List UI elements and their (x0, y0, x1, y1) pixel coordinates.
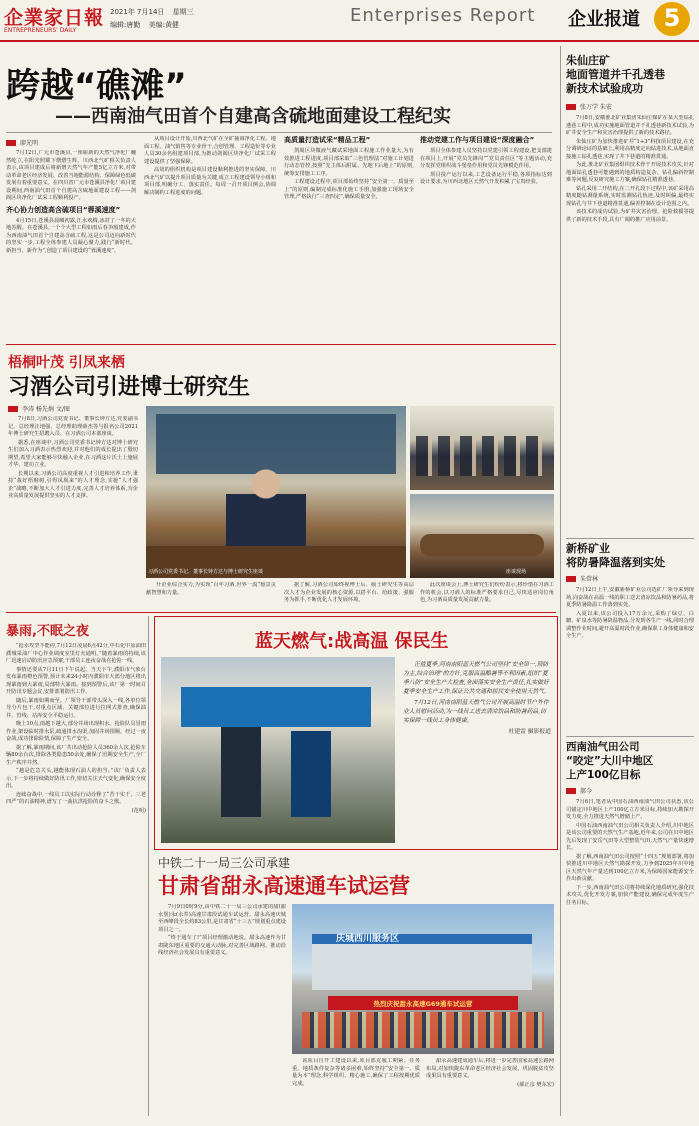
boshi-caption-2: 座谈现场 (506, 569, 527, 575)
pipeline-byline-text: 张万学 朱宏 (580, 104, 612, 111)
storm-p4: 晚上10点,雨越下越大,部分井场出现积水。抢险队员冒雨作业,架设临时排水泵,疏通排水沟渠,加固井场围堰。经过一夜奋战,成功排除险情,保障了生产安全。 (6, 721, 146, 742)
gas-title: 蓝天燃气:战高温 保民生 (255, 631, 449, 652)
lead-col-1 (6, 150, 136, 340)
boshi-photo-meeting (410, 494, 554, 578)
boshi-byline-text: 李涛 杨先炯 文/图 (22, 406, 70, 413)
newmine-body (566, 587, 694, 712)
pipeline-p2: 朱仙庄矿为加快推进矿井“1+3”科技项目建设,在充分调研论证的基础上,利用高精度定向钻进技术,从地面直接施工钻孔透巷,实现了井下巷道的精准贯通。 (566, 138, 694, 160)
right-column-divider (560, 46, 561, 1116)
newmine-p2: 入夏以来,该公司投入17万余元,采购了绿豆、白糖、矿泉水等防暑降温物品,分发到各生产一线,同时合理调整作业时间,避开高温时段作业,确保职工身体健康和安全生产。 (566, 610, 694, 639)
newmine-byline (566, 574, 694, 583)
highway-p4: 甜永高速建成通车后,将进一步完善国家高速公路网布局,对加快陇东革命老区经济社会发展、巩固脱贫攻坚成果具有重要意义。 (426, 1058, 554, 1079)
photo-crowd (302, 1012, 544, 1048)
page-number: 5 (663, 4, 681, 32)
storm-body (6, 643, 146, 1113)
photo-table (420, 534, 544, 556)
designer-text: 美编:黄健 (148, 21, 179, 29)
newmine-byline-text: 朱常林 (580, 576, 599, 583)
boshi-p2: 据悉,在座谈中,习酒公司党委书记钟方达对博士研究生们加入习酒表示热烈欢迎,并对他们的成长提出了殷切期望,希望大家能够尽快融入企业,在习酒这片沃土上施展才华、建功立业。 (8, 439, 138, 468)
lead-p7: 项目全体参建人员坚持以党建引领工程建设,把支部建在项目上,开展“党员先锋岗”“党员责任区”等主题活动,充分发挥党组织战斗堡垒作用和党员先锋模范作用。 (420, 148, 552, 169)
highway-col-3 (426, 1058, 554, 1118)
storm-byline: (范明) (131, 807, 146, 814)
lead-title: 跨越“礁滩” (6, 66, 187, 106)
southwest-byline (566, 786, 694, 795)
southwest-body (566, 799, 694, 1117)
masthead-logo: 企業家日報 (4, 7, 105, 29)
gas-story (154, 616, 558, 850)
date-text: 2021年 7月14日 (110, 8, 165, 16)
southwest-p1: 7月6日,笔者从中国石油西南油气田公司获悉,该公司锚定川中地区上产100亿立方米目标,持续加大勘探开发力度,全力推进天然气增储上产。 (566, 799, 694, 820)
masthead-editors (110, 20, 179, 30)
highway-photo (292, 904, 554, 1054)
gas-photo (161, 657, 395, 843)
highway-kicker: 中铁二十一局三公司承建 (158, 856, 291, 870)
byline-marker (6, 140, 16, 146)
lead-subhead-a: 齐心协力创造高含硫项目“蓉溪速度” (6, 205, 121, 214)
storm-title: 暴雨,不眠之夜 (6, 624, 89, 639)
lead-subhead-c: 推动党建工作与项目建设“深度融合” (420, 136, 535, 144)
boshi-col-1 (8, 416, 138, 606)
pipeline-p3: 为此,淮北矿业集团组织技术骨干开展技术攻关,针对地面钻孔透巷可能遇到的地质构造复杂、钻孔偏斜控制难等问题,反复研究施工方案,确保钻孔精准透巷。 (566, 162, 694, 183)
pipeline-story (566, 48, 694, 536)
boshi-byline (8, 404, 70, 413)
highway-col-2 (292, 1058, 420, 1118)
byline-marker (8, 406, 18, 412)
lead-subtitle: ——西南油气田首个自建高含硫地面建设工程纪实 (55, 106, 451, 127)
lead-story (0, 44, 555, 342)
storm-p2: 事情还要从7月11日下午说起。当天下午,濮阳市气象台发布暴雨橙色预警,预计未来24小时内濮阳市大部分地区将出现暴雨到大暴雨,局部特大暴雨。接到预警后,该厂第一时间召开防汛专题会议,安排部署防汛工作。 (6, 666, 146, 695)
southwest-byline-text: 郝今 (580, 788, 593, 795)
newmine-p1: 7月12日上午,安徽新桥矿业公司选矿厂领导来到现场,向奋战在高温一线的职工送去清凉饮品和防暑药品,将夏季防暑降温工作落到实处。 (566, 587, 694, 608)
weekday-text: 星期三 (172, 8, 194, 16)
gas-p2: 7月12日,河南南阳蓝天燃气公司开展高温时节户外作业人员慰问活动,为一线员工送去清凉饮品和防暑药品,切实保障一线员工身体健康。 (403, 700, 549, 724)
photo-worker-2 (291, 731, 331, 817)
boshi-col-3 (284, 582, 414, 608)
boshi-top-rule (6, 344, 556, 345)
highway-story (154, 852, 556, 1120)
byline-marker (566, 104, 576, 110)
highway-banner: 热烈庆祝甜永高速G69通车试运营 (373, 1000, 473, 1008)
lead-p3: 从项目设计开始,川西北气矿在全矿抽调净化工程、地面工程、油气销售等专业骨干,合创管理、工程造价等专业人员30余名组建项目部,为推动剑阁区块净化厂试采工程建设提供了坚强保障。 (144, 136, 276, 165)
highway-sign: 庆城西川服务区 (336, 934, 400, 944)
lead-subhead-b: 高质量打造试采“精品工程” (284, 136, 371, 144)
highway-p3: 该项目自开工建设以来,项目部克服工期紧、任务重、地质条件复杂等诸多困难,始终坚持“安全第一、质量为本”理念,科学组织、精心施工,确保了工程按期优质完成。 (292, 1058, 420, 1087)
gas-byline: 杜建雷 摄影报道 (508, 729, 551, 735)
lead-p1: 7月12日,广元市苍溪县,一座崭新的天然气净化厂巍然屹立,在阳光照耀下熠熠生辉。川西北气矿相关负责人表示,该项目建成后将新增天然气年产能5亿立方米,对带动革命老区经济发展、改善当地能源结构、保障绿色低碳发展有着重要意义。在四川省广元市苍溪县净化厂项目建设期间,西南油气田首个自建高含硫地面建设工程——剑阁区块净化厂试采工程顺利投产。 (6, 150, 136, 201)
pipeline-byline (566, 102, 694, 111)
boshi-col-2 (146, 582, 276, 608)
newmine-title: 新桥矿业 将防暑降温落到实处 (566, 542, 665, 569)
southwest-top-rule (566, 736, 694, 737)
southwest-p3: 据了解,西南油气田公司按照“十四五”规划部署,将加快推进川中地区天然气勘探开发,力争到2025年川中地区天然气年产量达到100亿立方米,为保障国家能源安全作出新贡献。 (566, 853, 694, 882)
highway-p1: 7月9日0时9分,由中铁二十一局三公司承建的甜(甜水堡)永(永寿)高速甘肃段试通车试运营。甜永高速庆城至西峰段全长约83公里,是甘肃省“十三五”规划重点建设项目之一。 (158, 904, 286, 933)
lead-p2: 4月15日,苍溪县晨曦初露,江水欢腾,冰封了一冬的大地苏醒。在苍溪县,一个个大型工程如雨后春笋般建成,作为西南油气田首个自建高含硫工程,这是公司迈向新时代的坚实一步,工程全体参建人员凝心聚力,践行“新时代、新担当、新作为”,创造了项目建设的“蓉溪速度”。 (6, 217, 136, 254)
newmine-top-rule (566, 538, 694, 539)
lead-col-2 (144, 136, 276, 340)
lead-title-rule (6, 132, 552, 133)
gas-p1: 正值夏季,河南南阳蓝天燃气公司坚持“安全第一,预防为主,综合治理”的方针,克服高温酷暑等不利因素,组织“夏季八防”安全生产大检查,全面落实安全生产责任,扎实做好夏季安全生产工作,保证公共交通和居民安全使用天然气。 (403, 662, 550, 695)
photo-tent (181, 687, 371, 727)
masthead-date (110, 7, 194, 17)
photo-people-row (416, 436, 548, 476)
lead-byline (6, 138, 38, 147)
highway-col-1 (158, 904, 286, 1118)
pipeline-title: 朱仙庄矿 地面管道并千孔透巷 新技术试验成功 (566, 54, 665, 95)
pipeline-p1: 7月8日,安徽淮北矿业集团朱仙庄煤矿在某大型钻孔透巷工程中,成功实施地面管道并千孔透巷新技术试验,为矿井安全生产和灾害治理提供了新的技术路径。 (566, 115, 694, 136)
boshi-title: 习酒公司引进博士研究生 (8, 375, 251, 400)
boshi-p5: 据了解,习酒公司始终视博士后、硕士研究生等高层次人才为企业发展的核心资源,以搭平台、给政策、强服务为抓手,不断优化人才发展环境。 (284, 582, 414, 603)
editor-text: 编辑:唐勤 (110, 21, 141, 29)
southwest-p2: 中国石油西南油气田公司相关负责人介绍,川中地区是该公司重要的天然气生产基地,近年来,公司在川中地区先后发现了安岳气田等大型整装气田,天然气产量快速增长。 (566, 822, 694, 851)
byline-marker (566, 576, 576, 582)
storm-p7: 连续奋战中,一线员工以实际行动诠释了“苦干实干、三老四严”的石油精神,谱写了一曲抗洪抢险的奋斗之歌。 (6, 791, 146, 805)
storm-p3: 随后,暴雨如期而至。厂领导干部带头深入一线,各单位领导分片包干,对重点区域、关键部位进行拉网式排查,确保油井、管线、站库安全平稳运行。 (6, 697, 146, 719)
pipeline-body (566, 115, 694, 525)
lead-p5: 剑阁区块微液气藏试采地面工程施工作业量大,为有效推进工程进度,项目部采取“三色管理法”对施工计划进行动态管控,按照“先主体后附属、先地下后地上”的原则,统筹安排施工工序。 (284, 148, 414, 177)
boshi-photo-group (410, 406, 554, 490)
storm-p6: “越是危急关头,越能体现石油人的担当。”该厂负责人表示,下一步将持续做好防汛工作,密切关注天气变化,确保安全度汛。 (6, 768, 146, 789)
newmine-story (566, 542, 694, 732)
boshi-p1: 7月8日,习酒公司党委书记、董事长钟方达,党委副书记、总经理汪地强、总经理助理薛杰等与报名公司2021年博士研究生招聘入员、在习酒公司本部座谈。 (8, 416, 138, 437)
southwest-story (566, 740, 694, 1120)
section-en: Enterprises Report (350, 5, 536, 26)
highway-byline: (郝正彦 樊东宏) (517, 1081, 554, 1088)
gas-body (403, 661, 551, 845)
boshi-story (6, 346, 556, 608)
boshi-p6: 此次座谈会上,博士研究生们纷纷表示,将珍惜在习酒工作的机会,以习酒人的标准严格要求自己,尽快适应岗位角色,为习酒高质量发展贡献力量。 (420, 582, 554, 603)
pipeline-p4: 钻孔采用二开结构,在二开孔段下过程中,该矿采用高精度随钻测量系统,实时监测钻孔轨迹,及时纠偏,最终实现钻孔与井下巷道精准贯通,偏差控制在设计范围之内。 (566, 185, 694, 207)
highway-p2: “终于通车了!”项目经理激动地说。甜永高速作为甘肃陇东地区重要的交通大动脉,对完善区域路网、推动沿线经济社会发展具有重要意义。 (158, 935, 286, 956)
section-cn: 企业报道 (568, 9, 640, 30)
southwest-title: 西南油气田公司 “咬定”大川中地区 上产100亿目标 (566, 741, 654, 781)
lead-p6: 工程建设过程中,项目部始终坚持“安全第一、质量至上”的原则,编制完成标准化施工手册,加强施工现场安全管理,严格执行“三查四定”,确保质量安全。 (284, 179, 414, 200)
masthead-logo-en: ENTREPRENEURS' DAILY (4, 27, 77, 34)
pipeline-p5: 该技术的成功试验,为矿井灾害治理、抢险救援等提供了新的技术手段,具有广阔的推广应用前景。 (566, 209, 694, 223)
storm-top-rule (6, 612, 556, 613)
storm-p5: 据了解,暴雨期间,该厂共出动抢险人员360余人次,抢险车辆80余台次,排除各类隐患50余处,确保了汛期安全生产,全厂生产秩序井然。 (6, 744, 146, 766)
boshi-caption-1: 习酒公司党委书记、董事长钟方达与博士研究生座谈 (148, 569, 264, 575)
boshi-kicker: 梧桐叶茂 引凤来栖 (8, 355, 125, 371)
boshi-photo-main (146, 406, 406, 578)
lead-col-4 (420, 136, 552, 340)
lead-p4: 高效的组织机构是项目建设顺利推进的坚实保障。川西北气矿以提升项目质量为关键,成立工程建设领导小组和项目部,明确分工、落实责任。每周一召开项目例会,协调解决制约工程进度的问题。 (144, 167, 276, 196)
storm-p1: “抢水攻坚不能停,7月12日凌晨6点42分,中石化中原油田濮城采油厂中心作业调度室里灯火通明。”随着暴雨的持续,该厂迅速启动防汛应急预案,干部员工连夜奋战在抢险一线。 (6, 643, 146, 664)
storm-divider (148, 616, 149, 1116)
masthead-rule (0, 40, 699, 42)
boshi-col-4 (420, 582, 554, 608)
lead-p8: 项目投产运行以来,工艺设备运行平稳,各项指标达到设计要求,为川西北地区天然气开发积累了宝贵经验。 (420, 171, 552, 185)
boshi-p4: 升企业综合实力,为实现“百年习酒,世界一流”愿景贡献智慧和力量。 (146, 582, 276, 596)
lead-col-3 (284, 136, 414, 340)
lead-byline-text: 廖光明 (20, 140, 39, 147)
southwest-p4: 下一步,西南油气田公司将持续深化地质研究,强化技术攻关,优化开发方案,加快产能建设,确保完成年度生产任务目标。 (566, 884, 694, 906)
storm-story (6, 616, 146, 1120)
photo-worker (221, 727, 261, 817)
byline-marker (566, 788, 576, 794)
masthead (0, 0, 699, 40)
boshi-p3: 长期以来,习酒公司高度重视人才引进和培养工作,秉持“栽好梧桐树,引得凤凰来”的人才理念,实施“人才强企”战略,不断加大人才引进力度,完善人才培养体系,为企业高质量发展提供坚实的人才支撑。 (8, 470, 138, 499)
highway-title: 甘肃省甜永高速通车试运营 (158, 874, 410, 898)
